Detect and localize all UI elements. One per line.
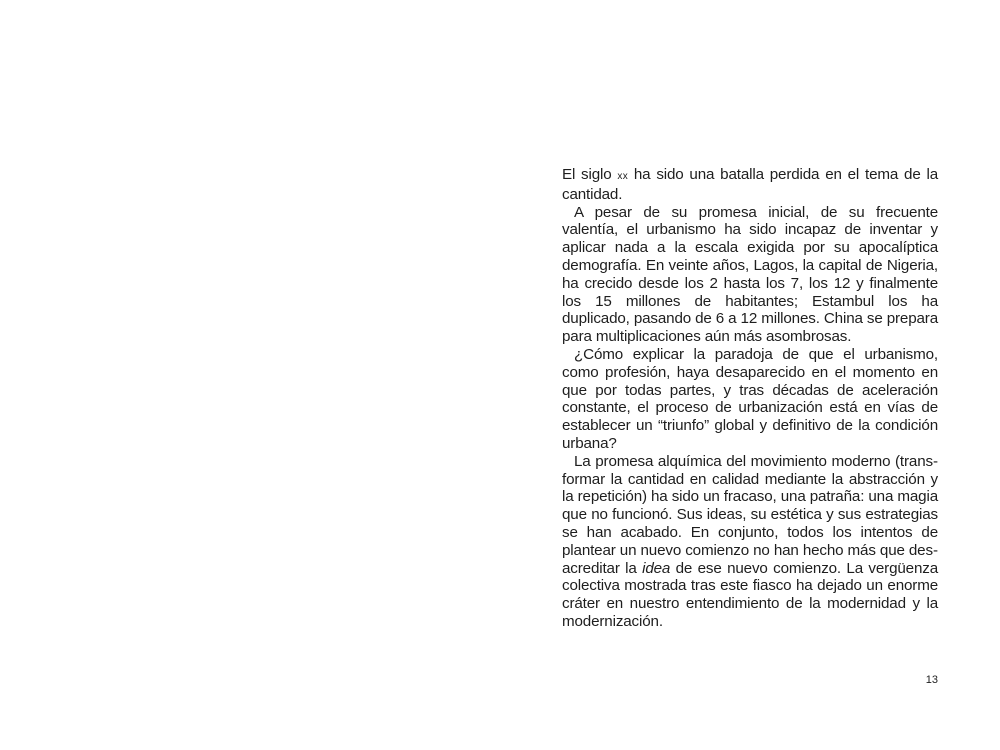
paragraph-4 xyxy=(562,453,938,631)
century-numeral: xx xyxy=(617,171,629,182)
text-span: A pesar de su promesa inicial, de su frecuente valentía, el urbanismo ha sido incapaz de inventar y aplicar nada a la escala exigida por su apocalíptica demografía. En veinte años, Lagos, la capital de Nigeria, ha crecido desde los 2 hasta los 7, los 12 y finalmente los 15 millones de habitantes; Estambul los ha duplicado, pasando de 6 a 12 millones. China se prepara para multiplicaciones aún más asombrosas. xyxy=(562,203,938,346)
paragraph-3 xyxy=(562,346,938,453)
text-span: ¿Cómo explicar la paradoja de que el urbanismo, como profesión, haya desaparecido en el momento en que por todas partes, y tras décadas de aceleración constante, el proceso de urbanización está en vías de establecer un “triunfo” global y definitivo de la condición urbana? xyxy=(562,345,938,452)
text-span: La promesa alquímica del movimiento moderno (transformar la cantidad en calidad mediante la abstracción y la repetición) ha sido un fracaso, una patraña: una magia que no funcionó. Sus ideas, su estética y sus estrategias se han acabado. En conjunto, todos los intentos de plantear un nuevo comienzo no han hecho más que desacreditar la xyxy=(562,452,938,577)
body-text xyxy=(562,166,938,631)
right-page xyxy=(500,0,1000,750)
italic-emphasis: idea xyxy=(642,559,671,577)
paragraph-1 xyxy=(562,166,938,204)
text-span: El siglo xyxy=(562,166,618,183)
text-span: de ese nuevo comienzo. La vergüenza colectiva mostrada tras este fiasco ha dejado un enorme cráter en nuestro entendimiento de la modernidad y la modernización. xyxy=(562,559,938,630)
page-number: 13 xyxy=(925,674,938,686)
text-span: ha sido una batalla perdida en el tema de la cantidad. xyxy=(562,166,938,203)
paragraph-2 xyxy=(562,204,938,346)
